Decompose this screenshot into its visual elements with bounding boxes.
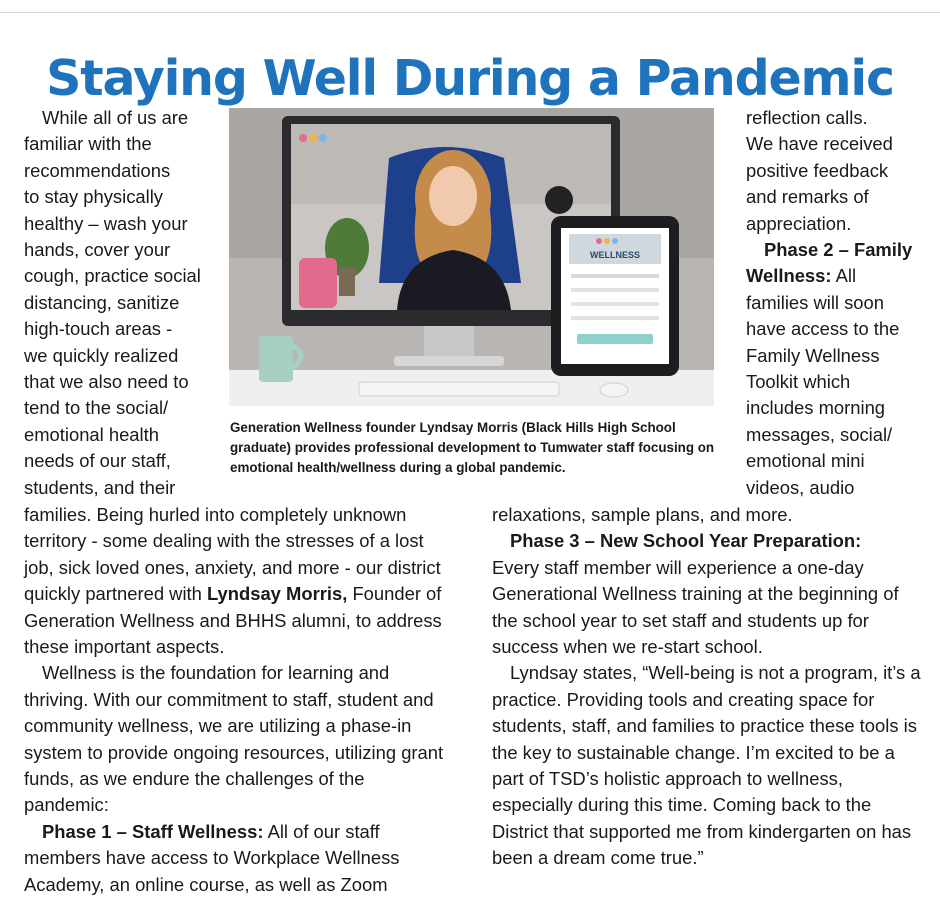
phase2-line: includes morning <box>746 397 886 419</box>
left-line: we quickly realized <box>24 344 179 366</box>
right-line: We have received <box>746 133 893 155</box>
photo-caption: Generation Wellness founder Lyndsay Morris (Black Hills High School graduate) provides professional development to Tumwater staff focusing on emotional health/wellness during a global pandemic. <box>230 420 715 475</box>
phase2-line: All <box>831 265 857 287</box>
right-line: reflection calls. <box>746 107 868 128</box>
phase2-line <box>746 263 936 289</box>
phase2-line: emotional mini <box>746 450 865 472</box>
left-column <box>24 105 229 501</box>
phase1-label: Phase 1 – Staff Wellness: <box>42 820 264 842</box>
left-line: high-touch areas - <box>24 318 173 340</box>
left-line: healthy – wash your <box>24 212 188 234</box>
paragraph-phase3: Every staff member will experience a one-day Generational Wellness training at the beginning of the school year to set staff and students up for success when we re-start school. <box>492 556 899 658</box>
paragraph-phase1 <box>24 819 454 898</box>
paragraph-wellness: Wellness is the foundation for learning and thriving. With our commitment to staff, student and community wellness, we are utilizing a phase-in system to provide ongoing resources, utilizing grant funds, as we endure the challenges of the pandemic: <box>24 662 444 816</box>
right-line: appreciation. <box>746 212 852 234</box>
phase2-line: Family Wellness <box>746 344 880 366</box>
right-line: positive feedback <box>746 159 889 181</box>
left-line: needs of our staff, <box>24 450 171 472</box>
paragraph-intro <box>24 502 454 660</box>
left-line: emotional health <box>24 423 159 445</box>
phase2-line: families will soon <box>746 291 884 313</box>
founder-name: Lyndsay Morris, <box>206 583 348 605</box>
phase2-line: videos, audio <box>746 476 855 498</box>
article-title: Staying Well During a Pandemic <box>46 49 894 107</box>
paragraph-phase3-heading <box>492 528 928 554</box>
left-line: familiar with the <box>24 133 152 155</box>
top-rule <box>0 12 940 13</box>
left-line: distancing, sanitize <box>24 291 180 313</box>
article-photo <box>229 108 714 406</box>
tablet-logo-text: WELLNESS <box>589 250 641 260</box>
phase3-label: Phase 3 – New School Year Preparation: <box>510 530 862 552</box>
left-line: that we also need to <box>24 371 189 393</box>
phase2-line: messages, social/ <box>746 423 893 445</box>
left-line: While all of us are <box>42 107 189 128</box>
left-line: hands, cover your <box>24 239 171 261</box>
phase2-line: have access to the <box>746 318 900 340</box>
phase2-label: Phase 2 – Family <box>764 239 913 261</box>
phase1-text: All of our staff members have access to Workplace Wellness Academy, an online course, as well as Zoom <box>24 820 400 895</box>
phase2-line: Toolkit which <box>746 371 851 393</box>
phase2-end: relaxations, sample plans, and more. <box>492 504 793 525</box>
phase2-label-2: Wellness: <box>746 265 832 287</box>
intro-text: families. Being hurled into completely unknown territory - some dealing with the stresses of a lost job, sick loved ones, anxiety, and more - our district quickly partnered with <box>24 504 441 605</box>
left-line: tend to the social/ <box>24 397 169 419</box>
right-column <box>746 105 936 501</box>
lower-left-column <box>24 502 454 898</box>
left-line: cough, practice social <box>24 265 201 287</box>
intro-text-end: Founder of Generation Wellness and BHHS alumni, to address these important aspects. <box>24 583 442 658</box>
left-line: recommendations <box>24 159 171 181</box>
left-line: students, and their <box>24 476 176 498</box>
phase2-heading <box>746 237 936 263</box>
left-line: to stay physically <box>24 186 164 208</box>
paragraph-quote: Lyndsay states, “Well-being is not a program, it’s a practice. Providing tools and creating space for students, staff, and families to practice these tools is the key to sustainable change. I’m excited to be a part of TSD’s holistic approach to wellness, especially during this time. Coming back to the District that supported me from kindergarten on has been a dream come true.” <box>492 662 921 869</box>
lower-right-column <box>492 502 928 872</box>
right-line: and remarks of <box>746 186 869 208</box>
